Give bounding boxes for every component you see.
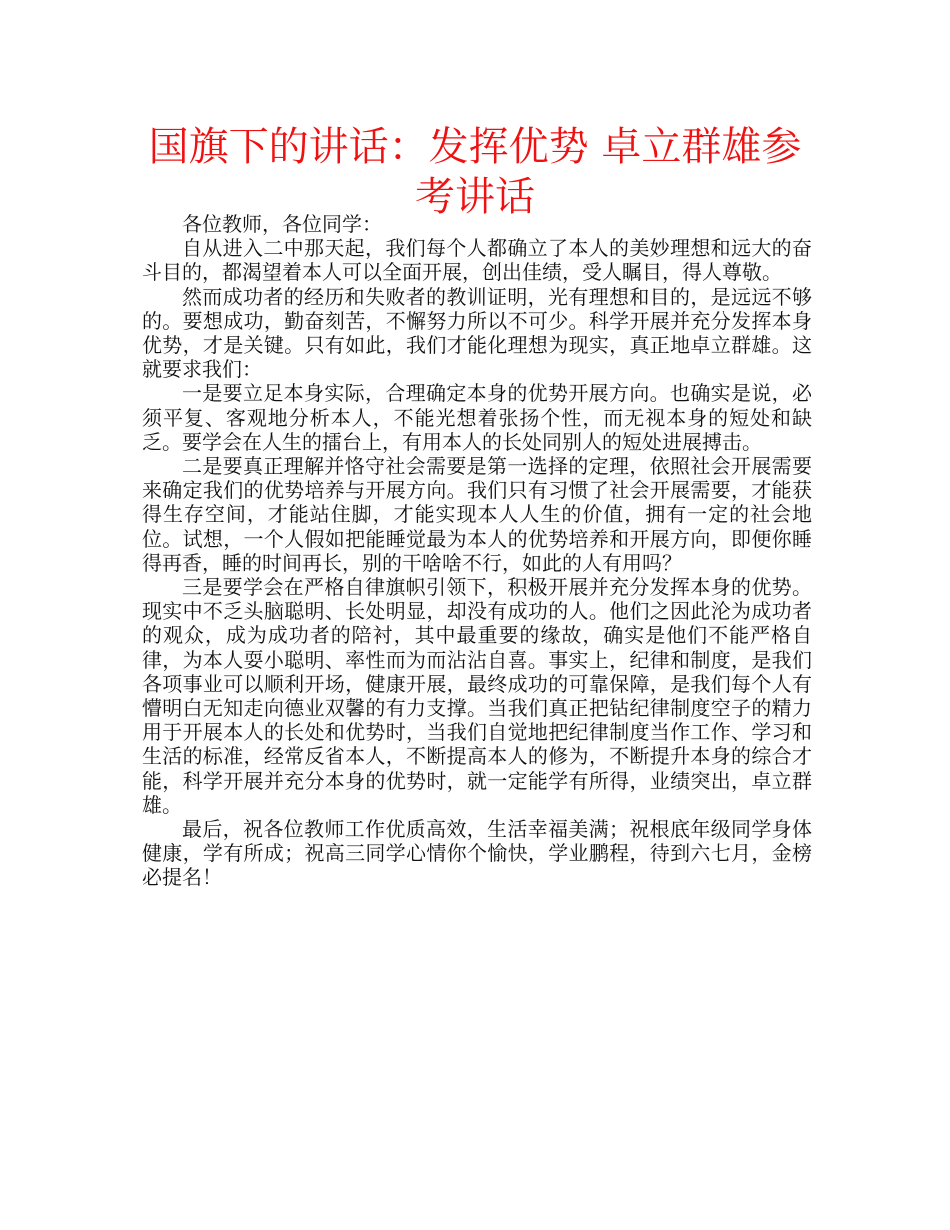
paragraph-greeting: 各位教师，各位同学：: [182, 212, 382, 236]
paragraph-point-three: 三是要学会在严格自律旗帜引领下，积极开展并充分发挥本身的优势。现实中不乏头脑聪明、长处明显，却没有成功的人。他们之因此沦为成功者的观众，成为成功者的陪衬，其中最重要的缘故，确实是他们不能严格自律，为本人耍小聪明、率性而为而沾沾自喜。事实上，纪律和制度，是我们各项事业可以顺利开场，健康开展，最终成功的可靠保障，是我们每个人有懵明白无知走向德业双馨的有力支撑。当我们真正把钻纪律制度空子的精力用于开展本人的长处和优势时，当我们自觉地把纪律制度当作工作、学习和生活的标准，经常反省本人，不断提高本人的修为，不断提升本身的综合才能，科学开展并充分本身的优势时，就一定能学有所得，业绩突出，卓立群雄。: [142, 575, 812, 817]
paragraph-point-two: 二是要真正理解并恪守社会需要是第一选择的定理，依照社会开展需要来确定我们的优势培养与开展方向。我们只有习惯了社会开展需要，才能获得生存空间，才能站住脚，才能实现本人人生的价值，拥有一定的社会地位。试想，一个人假如把能睡觉最为本人的优势培养和开展方向，即便你睡得再香，睡的时间再长，别的干啥啥不行，如此的人有用吗？: [142, 454, 812, 575]
document-title: 国旗下的讲话：发挥优势 卓立群雄参考讲话: [148, 124, 802, 220]
paragraph-closing: 最后，祝各位教师工作优质高效，生活幸福美满；祝根底年级同学身体健康，学有所成；祝高三同学心情你个愉快，学业鹏程，待到六七月，金榜必提名！: [142, 817, 812, 890]
paragraph-intro: 自从进入二中那天起，我们每个人都确立了本人的美妙理想和远大的奋斗目的，都渴望着本人可以全面开展，创出佳绩，受人瞩目，得人尊敬。: [142, 236, 812, 285]
paragraph-point-one: 一是要立足本身实际，合理确定本身的优势开展方向。也确实是说，必须平复、客观地分析本人，不能光想着张扬个性，而无视本身的短处和缺乏。要学会在人生的擂台上，有用本人的长处同别人的短处进展搏击。: [142, 381, 812, 454]
paragraph-requirements: 然而成功者的经历和失败者的教训证明，光有理想和目的，是远远不够的。要想成功，勤奋刻苦，不懈努力所以不可少。科学开展并充分发挥本身优势，才是关键。只有如此，我们才能化理想为现实，真正地卓立群雄。这就要求我们：: [142, 284, 812, 382]
document-body: [142, 212, 812, 890]
